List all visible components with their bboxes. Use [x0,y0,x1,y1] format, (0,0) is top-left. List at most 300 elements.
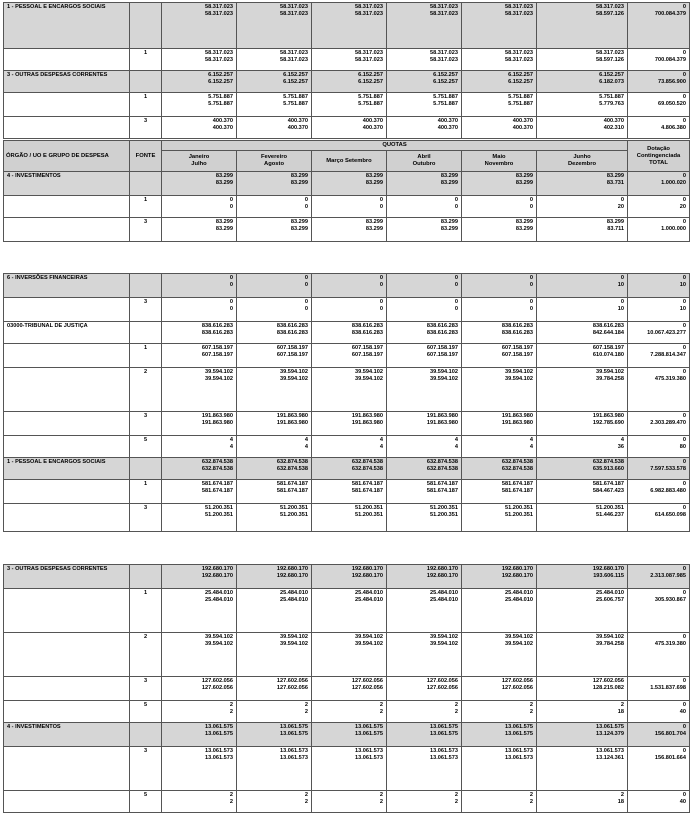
fonte-code: 3 [143,505,148,511]
budget-table-block [3,2,690,139]
quota-cell [162,218,237,242]
quota-value: 39.594.102 [505,641,533,647]
dotacao-value: 0 [682,702,686,708]
quota-value: 400.370 [603,118,624,124]
fonte-code: 1 [143,94,148,100]
fonte-cell [130,298,162,322]
quota-value: 6.152.257 [508,72,533,78]
quota-value: 2 [379,799,383,805]
header-month-pair [387,151,462,172]
fonte-code: 5 [143,437,148,443]
dotacao-value: 305.930.867 [654,597,686,603]
quota-value: 39.594.102 [430,369,458,375]
group-label-cell [4,589,130,633]
quota-value: 4 [379,444,383,450]
month-label: Dezembro [568,161,597,167]
quota-cell [312,3,387,49]
fonte-cell [130,322,162,344]
dotacao-value: 475.319.380 [654,376,686,382]
quota-value: 13.061.575 [205,731,233,737]
quota-value: 2 [529,709,533,715]
quota-value: 58.317.023 [280,11,308,17]
quota-value: 838.616.283 [592,323,624,329]
quota-cell [462,633,537,677]
quota-value: 838.616.283 [351,330,383,336]
quota-value: 192.680.170 [426,566,458,572]
dotacao-cell [628,172,690,196]
dotacao-value: 0 [682,345,686,351]
dotacao-value: 156.801.664 [654,755,686,761]
fonte-row [4,747,690,791]
quota-cell [387,49,462,71]
quota-cell [387,723,462,747]
quota-value: 5.751.887 [358,94,383,100]
quota-value: 581.674.187 [276,481,308,487]
quota-value: 0 [454,299,458,305]
quota-value: 192.680.170 [426,573,458,579]
quota-value: 838.616.283 [276,330,308,336]
quota-value: 5.751.887 [433,94,458,100]
dotacao-cell [628,565,690,589]
quota-value: 838.616.283 [351,323,383,329]
quota-value: 25.484.010 [205,590,233,596]
quota-value: 6.152.257 [599,72,624,78]
dotacao-value: 69.050.520 [658,101,686,107]
quota-value: 5.751.887 [283,94,308,100]
header-fonte [130,141,162,172]
quota-value: 39.784.258 [596,376,624,382]
quota-value: 400.370 [212,125,233,131]
quota-value: 13.061.575 [355,724,383,730]
quota-value: 2 [229,799,233,805]
quota-cell [162,172,237,196]
quota-cell [162,633,237,677]
fonte-cell [130,436,162,458]
quota-cell [537,458,628,480]
dotacao-value: 0 [682,173,687,179]
dotacao-value: 1.000.020 [661,180,687,186]
dotacao-cell [628,589,690,633]
quota-value: 39.594.102 [430,376,458,382]
group-label-cell [4,747,130,791]
group-row [4,723,690,747]
quota-cell [162,3,237,49]
quota-value: 0 [454,275,458,281]
quota-cell [462,218,537,242]
quota-cell [537,747,628,791]
header-orgao [4,141,130,172]
dotacao-value: 1.531.837.698 [650,685,686,691]
fonte-row [4,344,690,368]
quota-value: 0 [620,299,624,305]
quota-cell [162,322,237,344]
quota-value: 4 [529,437,533,443]
quota-value: 83.299 [440,180,458,186]
quota-cell [537,117,628,139]
quota-cell [312,701,387,723]
quota-cell [462,117,537,139]
quota-value: 128.215.082 [592,685,624,691]
group-row [4,172,690,196]
quota-cell [387,633,462,677]
quota-cell [387,344,462,368]
month-label: Junho [573,154,591,160]
quota-value: 39.594.102 [205,376,233,382]
quota-value: 632.874.538 [201,459,233,465]
group-label-cell [4,3,130,49]
quota-value: 191.863.980 [201,413,233,419]
quota-value: 192.785.690 [592,420,624,426]
quota-value: 13.061.575 [430,731,458,737]
fonte-cell [130,677,162,701]
quota-value: 400.370 [287,118,308,124]
quota-value: 13.061.575 [596,724,624,730]
dotacao-value: 0 [682,197,687,203]
quota-cell [162,436,237,458]
quota-value: 0 [304,306,308,312]
quota-value: 5.751.887 [433,101,458,107]
quota-cell [237,322,312,344]
quota-value: 83.299 [440,226,458,232]
quota-value: 39.594.102 [505,369,533,375]
quota-value: 39.594.102 [355,376,383,382]
quota-value: 838.616.283 [501,330,533,336]
quota-value: 58.317.023 [596,50,624,56]
quota-value: 83.299 [215,180,233,186]
fonte-cell [130,458,162,480]
quota-value: 13.061.573 [505,755,533,761]
quota-cell [537,298,628,322]
quota-cell [312,196,387,218]
quota-value: 632.874.538 [501,459,533,465]
quota-value: 607.158.197 [592,345,624,351]
quota-value: 2 [529,799,533,805]
quota-cell [237,458,312,480]
quota-value: 58.317.023 [280,57,308,63]
dotacao-cell [628,93,690,117]
quota-value: 400.370 [362,118,383,124]
quota-cell [162,93,237,117]
group-label-cell [4,368,130,412]
group-label-cell [4,791,130,813]
quota-cell [387,368,462,412]
quota-value: 635.913.660 [592,466,624,472]
quota-value: 192.680.170 [351,566,383,572]
quota-cell [162,71,237,93]
quota-cell [537,723,628,747]
quota-value: 4 [379,437,383,443]
quota-value: 6.152.257 [358,79,383,85]
fonte-code: 3 [143,219,148,225]
quota-cell [537,677,628,701]
quota-value: 0 [229,275,233,281]
dotacao-cell [628,49,690,71]
quota-value: 192.680.170 [501,573,533,579]
fonte-cell [130,93,162,117]
quota-value: 0 [529,306,533,312]
quota-cell [162,723,237,747]
fonte-cell [130,368,162,412]
dotacao-cell [628,458,690,480]
quota-value: 2 [529,702,533,708]
quota-value: 632.874.538 [426,466,458,472]
fonte-cell [130,412,162,436]
quota-value: 51.200.351 [205,512,233,518]
header-month-pair [312,151,387,172]
quota-cell [312,172,387,196]
quota-cell [312,218,387,242]
dotacao-value: 0 [682,748,686,754]
quota-value: 18 [617,709,624,715]
quota-value: 127.602.056 [426,685,458,691]
group-label-cell [4,172,130,196]
dotacao-value: 0 [682,323,686,329]
quota-value: 13.061.573 [430,755,458,761]
quota-cell [237,677,312,701]
quota-cell [537,589,628,633]
quota-value: 83.299 [365,173,383,179]
dotacao-value: 10 [679,282,686,288]
quota-value: 25.484.010 [596,590,624,596]
group-label-cell [4,565,130,589]
quota-value: 192.680.170 [201,566,233,572]
quota-value: 18 [617,799,624,805]
fonte-code: 1 [143,590,148,596]
quota-cell [162,504,237,532]
quota-value: 83.731 [606,180,625,186]
header-quotas-label: QUOTAS [382,142,407,148]
group-row [4,565,690,589]
fonte-row [4,196,690,218]
fonte-cell [130,723,162,747]
quota-cell [462,436,537,458]
quota-cell [537,565,628,589]
quota-cell [237,701,312,723]
quota-value: 584.467.423 [592,488,624,494]
quota-value: 25.484.010 [355,597,383,603]
quota-cell [537,274,628,298]
quota-cell [237,71,312,93]
group-label-cell [4,322,130,344]
group-label: 4 - INVESTIMENTOS [7,173,61,179]
quota-value: 0 [304,197,308,203]
fonte-row [4,633,690,677]
dotacao-cell [628,412,690,436]
quota-value: 13.061.573 [280,748,308,754]
quota-value: 632.874.538 [276,466,308,472]
group-row [4,322,690,344]
quota-value: 127.602.056 [201,685,233,691]
quota-value: 4 [229,437,233,443]
dotacao-value: 40 [679,709,686,715]
quota-cell [387,565,462,589]
group-label-cell [4,458,130,480]
quota-cell [237,93,312,117]
quota-cell [312,93,387,117]
quota-value: 58.317.023 [280,4,308,10]
quota-value: 58.317.023 [505,11,533,17]
quota-value: 0 [454,204,458,210]
quota-value: 10 [617,282,624,288]
quota-value: 127.602.056 [501,678,533,684]
quota-value: 58.597.126 [596,57,624,63]
quota-value: 25.484.010 [205,597,233,603]
quota-cell [312,274,387,298]
fonte-row [4,49,690,71]
quota-value: 0 [379,282,383,288]
fonte-row [4,412,690,436]
quota-value: 0 [304,299,308,305]
quota-cell [312,368,387,412]
quota-value: 0 [379,275,383,281]
quota-value: 838.616.283 [276,323,308,329]
dotacao-value: 0 [682,4,686,10]
quota-cell [237,49,312,71]
quota-value: 39.594.102 [505,376,533,382]
group-row [4,3,690,49]
quota-value: 2 [379,709,383,715]
quota-value: 191.863.980 [351,420,383,426]
quota-cell [237,791,312,813]
dotacao-cell [628,322,690,344]
fonte-code: 3 [143,678,148,684]
month-label: Maio [492,154,506,160]
fonte-cell [130,274,162,298]
quota-value: 58.317.023 [355,50,383,56]
quota-cell [462,677,537,701]
quota-cell [462,412,537,436]
dotacao-value: 0 [682,505,686,511]
quota-value: 581.674.187 [501,481,533,487]
quota-value: 83.299 [606,173,625,179]
quota-value: 192.680.170 [351,573,383,579]
group-row [4,274,690,298]
quota-cell [162,117,237,139]
group-label: 03000-TRIBUNAL DE JUSTIÇA [7,323,88,329]
dotacao-value: 0 [682,219,687,225]
group-label: 1 - PESSOAL E ENCARGOS SOCIAIS [7,459,106,465]
dotacao-value: 80 [679,444,686,450]
quota-value: 83.299 [515,226,533,232]
quota-value: 2 [229,792,233,798]
dotacao-cell [628,701,690,723]
quota-value: 192.680.170 [201,573,233,579]
quota-value: 607.158.197 [426,345,458,351]
quota-cell [537,701,628,723]
quota-cell [162,274,237,298]
quota-value: 39.594.102 [280,369,308,375]
quota-value: 39.594.102 [505,634,533,640]
quota-cell [237,344,312,368]
quota-value: 2 [620,792,624,798]
group-label-cell [4,701,130,723]
quota-cell [237,196,312,218]
dotacao-cell [628,218,690,242]
dotacao-cell [628,298,690,322]
fonte-row [4,218,690,242]
quota-value: 13.061.575 [505,731,533,737]
quota-value: 51.446.237 [596,512,624,518]
quota-value: 192.680.170 [592,566,624,572]
quota-value: 83.299 [515,180,533,186]
quota-value: 2 [529,792,533,798]
quota-cell [312,49,387,71]
quota-cell [537,196,628,218]
quota-value: 25.484.010 [280,590,308,596]
dotacao-cell [628,723,690,747]
quota-value: 58.597.126 [596,11,624,17]
quota-cell [312,344,387,368]
quota-value: 13.124.361 [596,755,624,761]
quota-cell [162,49,237,71]
quota-value: 2 [304,792,308,798]
quota-cell [537,480,628,504]
budget-table-block [3,273,690,532]
quota-cell [162,791,237,813]
dotacao-cell [628,196,690,218]
group-label-cell [4,218,130,242]
quota-value: 36 [617,444,624,450]
quota-value: 2 [454,799,458,805]
quota-value: 191.863.980 [501,413,533,419]
quota-cell [387,677,462,701]
quota-value: 5.751.887 [508,101,533,107]
group-label-cell [4,93,130,117]
header-month-pair [162,151,237,172]
quota-cell [312,747,387,791]
quota-cell [162,565,237,589]
quota-value: 4 [529,444,533,450]
group-label-cell [4,480,130,504]
quota-value: 127.602.056 [276,685,308,691]
quota-cell [237,747,312,791]
dotacao-value: 0 [682,72,686,78]
quota-value: 2 [229,709,233,715]
quota-cell [537,791,628,813]
quota-value: 5.751.887 [208,94,233,100]
quota-cell [387,791,462,813]
quota-value: 13.061.573 [430,748,458,754]
quota-value: 13.061.575 [505,724,533,730]
quota-value: 0 [229,282,233,288]
quota-cell [387,71,462,93]
dotacao-cell [628,504,690,532]
quota-value: 58.317.023 [596,4,624,10]
quota-cell [312,791,387,813]
quota-value: 39.594.102 [280,376,308,382]
quota-cell [162,196,237,218]
quota-value: 39.594.102 [205,634,233,640]
quota-value: 39.594.102 [355,369,383,375]
dotacao-value: 0 [682,369,686,375]
fonte-cell [130,565,162,589]
dotacao-value: 0 [682,50,686,56]
fonte-cell [130,701,162,723]
quota-value: 13.061.573 [280,755,308,761]
fonte-code: 3 [143,413,148,419]
group-label-cell [4,196,130,218]
month-label: Novembro [484,161,514,167]
quota-value: 6.182.073 [599,79,624,85]
group-label-cell [4,298,130,322]
quota-value: 607.158.197 [201,352,233,358]
dotacao-value: 10 [679,306,686,312]
group-label-cell [4,436,130,458]
quota-value: 58.317.023 [505,57,533,63]
quota-value: 581.674.187 [426,481,458,487]
fonte-cell [130,747,162,791]
header-quotas [162,141,628,151]
